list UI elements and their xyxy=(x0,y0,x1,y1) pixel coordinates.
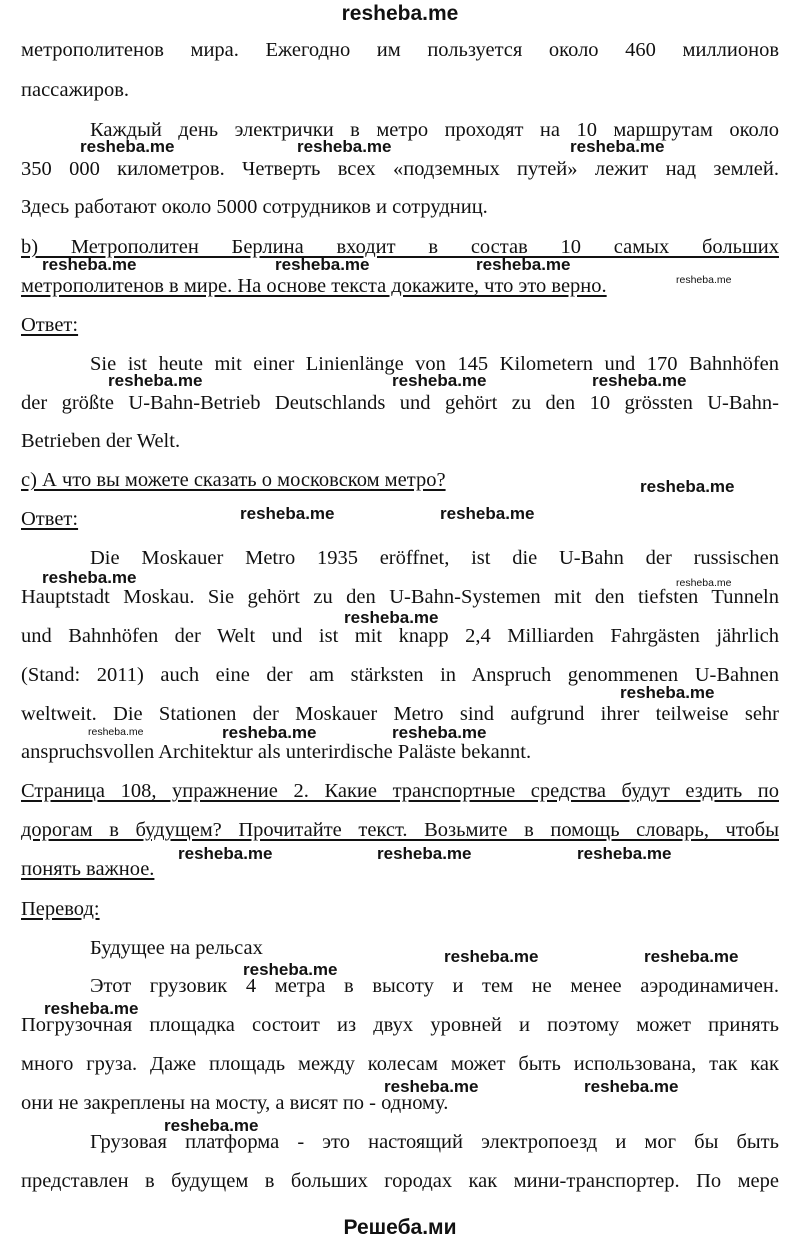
site-footer: Решеба.ми xyxy=(343,1216,457,1239)
text-line: Здесь работают около 5000 сотрудников и сотрудниц. xyxy=(21,196,488,218)
text-line: Die Moskauer Metro 1935 eröffnet, ist die U-Bahn der russischen xyxy=(90,547,779,569)
translation-label: Перевод: xyxy=(21,898,100,920)
answer-label: Ответ: xyxy=(21,314,79,336)
text-line: (Stand: 2011) auch eine der am stärksten in Anspruch genommenen U-Bahnen xyxy=(21,664,779,686)
site-header: resheba.me xyxy=(341,2,459,25)
watermark: resheba.me xyxy=(644,947,739,966)
watermark: resheba.me xyxy=(584,1077,679,1096)
watermark: resheba.me xyxy=(577,844,672,863)
text-line: Каждый день электрички в метро проходят на 10 маршрутам около xyxy=(90,119,779,141)
question-b-line: метрополитенов в мире. На основе текста докажите, что это верно. xyxy=(21,275,607,297)
answer-label: Ответ: xyxy=(21,508,79,530)
text-line: представлен в будущем в больших городах как мини-транспортер. По мере xyxy=(21,1170,779,1192)
watermark: resheba.me xyxy=(178,844,273,863)
text-line: anspruchsvollen Architektur als unterirdische Paläste bekannt. xyxy=(21,741,532,763)
watermark: resheba.me xyxy=(88,726,144,738)
exercise-heading-line: дорогам в будущем? Прочитайте текст. Возьмите в помощь словарь, чтобы xyxy=(21,819,779,841)
watermark: resheba.me xyxy=(676,577,732,589)
text-line: они не закреплены на мосту, а висят по - одному. xyxy=(21,1092,449,1114)
question-b-line: b) Метрополитен Берлина входит в состав 10 самых больших xyxy=(21,236,779,258)
translation-title: Будущее на рельсах xyxy=(90,937,263,959)
text-line: пассажиров. xyxy=(21,79,130,101)
text-line: метрополитенов мира. Ежегодно им пользуется около 460 миллионов xyxy=(21,39,779,61)
watermark: resheba.me xyxy=(620,683,715,702)
watermark: resheba.me xyxy=(243,960,338,979)
watermark: resheba.me xyxy=(676,274,732,286)
watermark: resheba.me xyxy=(108,371,203,390)
watermark: resheba.me xyxy=(44,999,139,1018)
text-line: Sie ist heute mit einer Linienlänge von 145 Kilometern und 170 Bahnhöfen xyxy=(90,353,779,375)
watermark: resheba.me xyxy=(80,137,175,156)
watermark: resheba.me xyxy=(570,137,665,156)
watermark: resheba.me xyxy=(476,255,571,274)
text-line: Hauptstadt Moskau. Sie gehört zu den U-Bahn-Systemen mit den tiefsten Tunneln xyxy=(21,586,779,608)
question-c-line: c) А что вы можете сказать о московском метро? xyxy=(21,469,446,491)
text-line: und Bahnhöfen der Welt und ist mit knapp 2,4 Milliarden Fahrgästen jährlich xyxy=(21,625,779,647)
text-line: Betrieben der Welt. xyxy=(21,430,181,452)
watermark: resheba.me xyxy=(640,477,735,496)
exercise-heading-line: понять важное. xyxy=(21,858,155,880)
watermark: resheba.me xyxy=(377,844,472,863)
watermark: resheba.me xyxy=(42,255,137,274)
text-line: Погрузочная площадка состоит из двух уровней и поэтому может принять xyxy=(21,1014,779,1036)
watermark: resheba.me xyxy=(164,1116,259,1135)
watermark: resheba.me xyxy=(440,504,535,523)
watermark: resheba.me xyxy=(42,568,137,587)
text-line: der größte U-Bahn-Betrieb Deutschlands und gehört zu den 10 grössten U-Bahn- xyxy=(21,392,779,414)
text-line: много груза. Даже площадь между колесам может быть использована, так как xyxy=(21,1053,779,1075)
text-line: Грузовая платформа - это настоящий электропоезд и мог бы быть xyxy=(90,1131,779,1153)
exercise-heading-line: Страница 108, упражнение 2. Какие транспортные средства будут ездить по xyxy=(21,780,779,802)
watermark: resheba.me xyxy=(222,723,317,742)
text-line: 350 000 километров. Четверть всех «подземных путей» лежит над землей. xyxy=(21,158,779,180)
watermark: resheba.me xyxy=(384,1077,479,1096)
watermark: resheba.me xyxy=(444,947,539,966)
watermark: resheba.me xyxy=(592,371,687,390)
text-line: weltweit. Die Stationen der Moskauer Metro sind aufgrund ihrer teilweise sehr xyxy=(21,703,779,725)
watermark: resheba.me xyxy=(297,137,392,156)
watermark: resheba.me xyxy=(344,608,439,627)
watermark: resheba.me xyxy=(240,504,335,523)
watermark: resheba.me xyxy=(392,723,487,742)
text-line: Этот грузовик 4 метра в высоту и тем не менее аэродинамичен. xyxy=(90,975,779,997)
watermark: resheba.me xyxy=(275,255,370,274)
watermark: resheba.me xyxy=(392,371,487,390)
